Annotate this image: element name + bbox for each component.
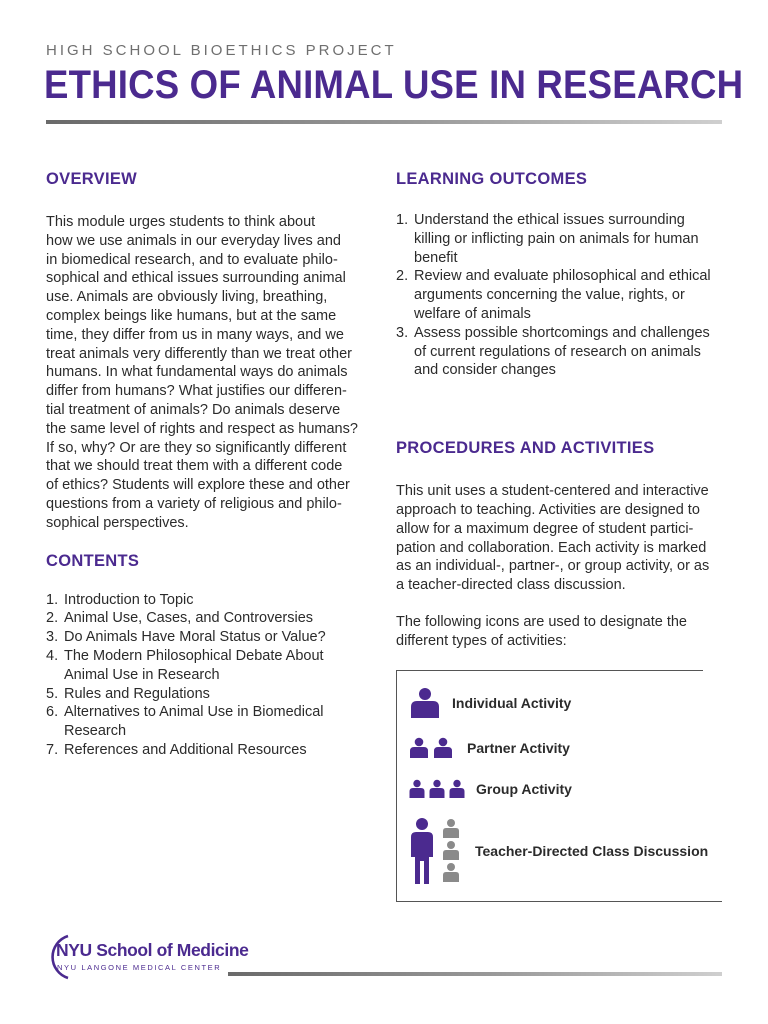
- list-item: [46, 628, 376, 647]
- contents-heading: CONTENTS: [46, 551, 140, 570]
- text-line: treat animals very differently than we treat other: [46, 345, 352, 362]
- list-number: 7.: [46, 741, 59, 758]
- learning-outcomes-list: [396, 211, 726, 380]
- text-line: sophical perspectives.: [46, 514, 189, 531]
- teacher-class-icon: [409, 817, 463, 885]
- text-line: in biomedical research, and to evaluate philo-: [46, 251, 338, 268]
- list-text: Review and evaluate philosophical and ethical: [414, 268, 711, 285]
- list-text: and consider changes: [414, 362, 556, 379]
- text-line: different types of activities:: [396, 632, 567, 649]
- legend-group: [409, 779, 572, 799]
- text-line: humans. In what fundamental ways do animals: [46, 364, 348, 381]
- text-line: use. Animals are obviously living, breathing,: [46, 289, 328, 306]
- text-line: how we use animals in our everyday lives and: [46, 232, 341, 249]
- list-text: The Modern Philosophical Debate About: [64, 647, 324, 664]
- list-text: Understand the ethical issues surrounding: [414, 212, 685, 228]
- legend-label: Partner Activity: [467, 740, 570, 756]
- text-line: tial treatment of animals? Do animals deserve: [46, 401, 341, 418]
- logo-subtext: NYU LANGONE MEDICAL CENTER: [57, 963, 222, 972]
- text-line: sophical and ethical issues surrounding animal: [46, 270, 346, 287]
- list-text: welfare of animals: [414, 305, 531, 322]
- text-line: pation and collaboration. Each activity is marked: [396, 539, 707, 556]
- activity-legend: [396, 670, 722, 902]
- header-kicker: HIGH SCHOOL BIOETHICS PROJECT: [46, 42, 397, 59]
- legend-label: Individual Activity: [452, 695, 572, 711]
- text-line: time, they differ from us in many ways, and we: [46, 326, 344, 343]
- top-divider: [46, 120, 722, 124]
- text-line: complex beings like humans, but at the same: [46, 307, 337, 324]
- text-line: that we should treat them with a different code: [46, 458, 343, 475]
- list-item: [46, 685, 376, 704]
- list-text: Alternatives to Animal Use in Biomedical: [64, 704, 324, 721]
- list-text: Animal Use, Cases, and Controversies: [64, 610, 314, 627]
- text-line: If so, why? Or are they so significantly different: [46, 439, 347, 456]
- list-number: 1.: [46, 591, 59, 608]
- list-number: 5.: [46, 685, 59, 702]
- group-people-icon: [409, 779, 465, 799]
- list-item: [396, 267, 726, 323]
- list-item: [396, 211, 726, 267]
- list-item: [46, 591, 376, 610]
- logo-text: NYU School of Medicine: [56, 940, 249, 960]
- list-number: 2.: [396, 268, 409, 285]
- list-text: benefit: [414, 249, 458, 266]
- text-line: a teacher-directed class discussion.: [396, 577, 626, 594]
- list-text: arguments concerning the value, rights, or: [414, 287, 685, 304]
- text-line: allow for a maximum degree of student partici-: [396, 520, 694, 537]
- list-number: 6.: [46, 704, 59, 721]
- list-text: Assess possible shortcomings and challenges: [414, 324, 710, 341]
- learning-outcomes-heading: LEARNING OUTCOMES: [396, 170, 588, 188]
- legend-teacher: [409, 817, 708, 885]
- list-item: [396, 324, 726, 380]
- list-text: Research: [64, 723, 127, 740]
- list-number: 2.: [46, 610, 59, 627]
- list-text: killing or inflicting pain on animals for human: [414, 230, 699, 247]
- bottom-divider: [228, 972, 722, 976]
- procedures-icons-intro: [396, 613, 726, 651]
- text-line: This module urges students to think about: [46, 214, 316, 230]
- contents-list: [46, 591, 376, 760]
- procedures-text: [396, 482, 726, 595]
- partner-people-icon: [409, 737, 455, 759]
- text-line: of ethics? Students will explore these and other: [46, 477, 350, 494]
- list-text: Do Animals Have Moral Status or Value?: [64, 629, 326, 646]
- list-text: of current regulations of research on animals: [414, 343, 701, 360]
- right-column: [396, 170, 726, 651]
- list-item: [46, 741, 376, 760]
- legend-label: Teacher-Directed Class Discussion: [475, 843, 709, 859]
- left-column: [46, 170, 376, 760]
- text-line: questions from a variety of religious and philo-: [46, 495, 342, 512]
- text-line: differ from humans? What justifies our differen-: [46, 383, 347, 400]
- text-line: the same level of rights and respect as humans?: [46, 420, 358, 437]
- individual-person-icon: [409, 687, 441, 719]
- procedures-heading: PROCEDURES AND ACTIVITIES: [396, 439, 655, 458]
- legend-partner: [409, 737, 570, 759]
- list-number: 3.: [46, 629, 59, 646]
- text-line: This unit uses a student-centered and interactive: [396, 483, 709, 500]
- text-line: as an individual-, partner-, or group activity, or as: [396, 558, 710, 575]
- list-text: Introduction to Topic: [64, 591, 194, 608]
- text-line: approach to teaching. Activities are designed to: [396, 501, 700, 518]
- legend-individual: [409, 687, 571, 719]
- list-item: [46, 703, 376, 741]
- text-line: The following icons are used to designate the: [396, 613, 687, 630]
- list-item: [46, 609, 376, 628]
- list-text: Animal Use in Research: [64, 666, 220, 683]
- overview-heading: OVERVIEW: [46, 170, 138, 188]
- legend-label: Group Activity: [476, 781, 572, 797]
- list-number: 3.: [396, 324, 409, 341]
- overview-text: [46, 213, 376, 533]
- nyu-logo: [44, 932, 249, 982]
- page-title: ETHICS OF ANIMAL USE IN RESEARCH: [44, 63, 744, 107]
- list-text: Rules and Regulations: [64, 685, 210, 702]
- list-number: 4.: [46, 647, 59, 664]
- list-item: [46, 647, 376, 685]
- list-number: 1.: [396, 212, 409, 228]
- list-text: References and Additional Resources: [64, 741, 307, 758]
